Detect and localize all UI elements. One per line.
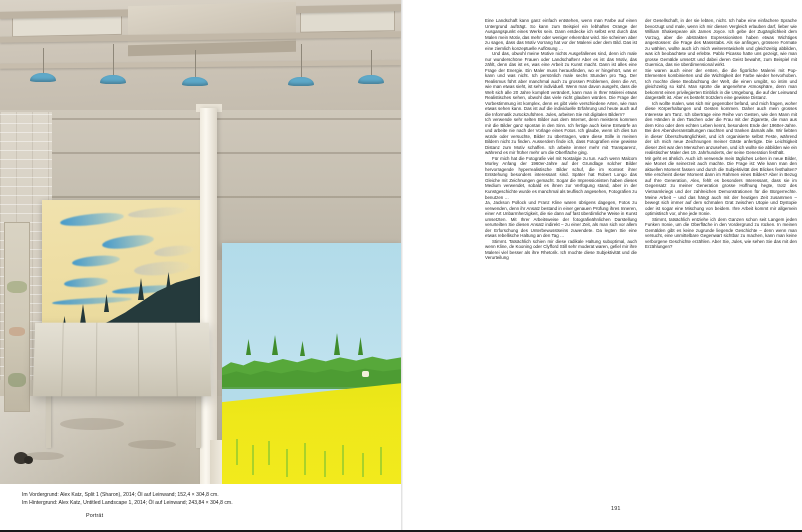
grass-stroke [286, 449, 288, 477]
paragraph: Mir geht es ähnlich. Auch ich verwende mein tägliches Leben in neue Bilder, wie Monet die seinerzeit auch machte. Die Frage ist: Wie kann man den aktuellen Moment fassen und durch die Subjektivität des Blickes festhalten? Wie erscheint dieser Moment dann im Rahmen eines Bildes? Aber in Bezug auf Ihre Generation, Alex, fehlt es besonders Interessant, dass sie im Gegensatz zu meiner Generation grosse Hoffnung hegte, trotz des Vietnamkriegs und der zahlreichen Demonstrationen für die Bürgerrechte. Meine Arbeit – und das hängt auch mit der heutigen Zeit zusammen – bewegt sich immer auf dem schmalen Grat zwischen Utopie und Dystopie oder ist sogar eine Mischung von beidem. Ihre Arbeit kommt mir allgemein optimistisch vor, ohne jede Ironie. [645, 155, 797, 217]
dark-floor-object [24, 456, 33, 464]
right-page-folio: 191 [611, 506, 621, 512]
paragraph: Ja, Jackson Pollock und Franz Kline waren übrigens dagegen, Fotos zu verwenden, denn ihr Ansatz bestand in einer genauen Prüfung ihres Inneren, einer Art Unbarmherzigkeit, die sie dann auf fast überdimliche Weise in Kunst umsetzten. Mit Ihrer Arbeitsweise der fotografieähnlichen Darstellung verurteilten Sie diesen Ansatz indirekt – zu einer Zeit, als man sich vor allem der Erforschung des Unterbewusstseins zuwendete. Da legten Sie eine etwas rebellische Haltung an den Tag … [485, 200, 637, 239]
grass-stroke [380, 447, 382, 475]
paragraph: Ich wollte malen, was sich mir gegenüber befand, und mich fragen, woher diese Körperhaltungen und Gesten kommen. Daher auch mein grosses Interesse am Tanz. Ich übertrage eine Reihe von Gesten, wie den Mann mit den Händen in den Taschen oder die Frau mit der Zigarette, die man aus dem Kino oder dem echten Leben kennt, besonders Ende der 1960er-Jahre. Bei den Abendveranstaltungen rauchten und tranken damals alle. Wir liebten in dieser Überschwänglichkeit, und ich organisierte selbst Feste, während der ich mich neue Zeichnungen meiner Gäste anfertigte. Die Leichtigkeit dieser Zeit war den Menschen anzusehen, und ich wollte sie abbilden wie ein realistischer Maler des 19. Jahrhunderts, der seine Generation festhält. [645, 100, 797, 156]
paragraph: Für mich hat die Fotografie viel mit Nostalgie zu tun. Auch wenn Malcom Morley Anfang der 1960er-Jahre auf der Grundlage solcher Bilder hervorragende hyperrealistische Bilder schuf, die im Kontext ihrer Entstehung besonders interessant sind. Später hat Robert Longo das Gleiche mit Zeichnungen gemacht. Sogar die Impressionisten haben dieses Medium verwendet, sobald es ihnen zur Verfügung stand, aber in der Kunstgeschichte wurde es manchmal als teuflisch angesehen, Fotografien zu benutzen … [485, 155, 637, 200]
left-page-folio: Porträt [86, 513, 104, 519]
cloud-shape [101, 233, 154, 251]
studio-pillar [200, 108, 217, 484]
cloud-shape [64, 276, 109, 288]
text-columns [485, 18, 797, 483]
cloud-shape [154, 244, 195, 258]
pendant-lamp [182, 50, 208, 86]
tree-silhouette [80, 304, 86, 324]
caption-line-foreground: Im Vordergrund: Alex Katz, Split 1 (Sharon), 2014; Öl auf Leinwand; 152,4 × 304,8 cm. [22, 492, 219, 498]
lamp-shade [100, 75, 126, 84]
pendant-lamp [288, 44, 314, 86]
drape-fold [138, 323, 139, 397]
grass-stroke [342, 445, 344, 475]
lamp-shade [182, 77, 208, 86]
drape-fold [175, 323, 177, 397]
drape-fold [61, 323, 64, 397]
pendant-lamp [30, 48, 56, 82]
paint-smear [7, 281, 27, 293]
cloud-shape [134, 260, 191, 278]
grass-stroke [304, 443, 306, 475]
paragraph: Stimmt. Tatsächlich schien mir diese radikale Haltung suboptimal, auch wenn Kline, de Kooning oder Clyfford Still sehr moderat waren, gefiel mir ihre Malerei viel besser als ihre Rhetorik. Ich mochte diese Subjektivität und die Verurteilung [485, 238, 637, 261]
lamp-shade [30, 73, 56, 82]
paragraph: Und das, obwohl meine Motive nichts Ausgefallenes sind, denn ich male nur wunderschöne Frauen oder Landschaften! Aber es ist das Motiv, das zählt, denn das ist es, was eine Arbeit zu Kunst macht. Dann ist alles eine Frage der Energie. Ein Maler muss herausfinden, wo er hingehört, was er kann und was nicht. Ich persönlich male sechs Stunden pro Tag. Der Realismus führt aber manchmal auch zu grossen Problemen, denn die Art, wie man etwas sieht, ist sehr individuell. Wenn man davon ausgeht, dass die Welt sich alle 20 Jahre komplett verändert, kann man in Ihrer Malerei etwas Realistisches sehen, obwohl das viele nicht glauben würden. Die Frage der Vorbestimmung ist komplex, denn es gibt viele verschiedene Arten, wie man etwas sehen kann. Das ist auf die individuelle Erfahrung und heute auch auf die Informatik zurückzuführen. Jules, arbeiten Sie mit digitalen Bildern? [485, 51, 637, 117]
grass-stroke [268, 441, 270, 465]
floor-gap-slice [210, 440, 222, 484]
grass-stroke [236, 439, 238, 465]
white-highlight [362, 371, 369, 377]
paragraph: Stimmt, tatsächlich entziehe ich dem Ganzen schon seit Langem jeden Funken Ironie, um die Oberfläche in den Vordergrund zu rücken. In meinen Gemälden gibt es keine zugrunde liegende Geschichte – denn wenn man versucht, eine unmittelbare Gegenwart sichtbar zu machen, kann man keine verborgene Geschichte erzählen. Aber Sie, Jules, wie sehen Sie das mit den Erzählungen? [645, 216, 797, 250]
pendant-lamp [358, 50, 384, 84]
cloud-shape [52, 296, 132, 306]
draped-table [33, 323, 211, 397]
grass-stroke [362, 453, 364, 477]
caption-line-background: Im Hintergrund: Alex Katz, Untitled Landscape 1, 2014; Öl auf Leinwand; 243,84 × 304,8 cm. [22, 499, 233, 506]
grass-stroke [252, 445, 254, 475]
paragraph: Eine Landschaft kann ganz einfach entstehen, wenn man Farbe auf einen Untergrund aufträgt. So kann zum Beispiel ein lebhaftes Orange der Ausgangspunkt eines Werks sein. Dann entdecke ich selbst erst durch das Malen mein Motiv, das mehr oder weniger erkennbar wird. Sie scheinen aber zu sagen, dass das Motiv Vorrang hat vor der Malerei oder dem Bild. Das ist eine ziemlich konzeptuelle Auflösung … [485, 18, 637, 51]
paint-smear [8, 373, 26, 387]
studio-photograph [0, 0, 401, 484]
text-column-2 [645, 18, 797, 483]
tree-silhouette [166, 272, 171, 290]
paragraph: Ich verwende sehr selten Bilder aus dem Internet, denn meistens kommen mir die Bilder ganz spontan in den Sinn. Ich fertige auch keine Entwürfe an und arbeite nie nach der Vorlage eines Fotos. Ich glaube, wenn ich dies tun würde oder versuchte, Bilder zu übertragen, wäre diese Stille in meinen Bildern nicht zu finden. Ausserdem finde ich, dass Fotografien eine gewisse Distanz zum Motiv schaffen. Ich arbeite immer mehr mit Transparenz, während es mir früher mehr um die Oberfläche ging. [485, 117, 637, 156]
cloud-shape [60, 211, 125, 229]
cloud-shape [128, 205, 187, 219]
table-leg [196, 392, 201, 448]
cloud-shape [72, 254, 121, 268]
text-column-1 [485, 18, 637, 483]
lamp-shade [358, 75, 384, 84]
grass-stroke [324, 451, 326, 477]
paint-smear [9, 327, 25, 336]
floor-stain [128, 440, 176, 449]
leaning-paint-board [4, 222, 30, 412]
table-leg [46, 392, 51, 448]
right-page [403, 0, 802, 532]
paragraph: der Gesellschaft, in der sie lebten, nicht. Ich habe eine einfachere Sprache bevorzugt und male, wenn ich mir diesen Vergleich erlauben darf, lieber wie William Shakespeare als James Joyce. Ich gebe der Zugänglichkeit dem Vorzug, aber die abstrakten Expressionisten haben etwas Wichtiges angestossen: die Frage des Massstabs. Als sie anfingen, grössere Formate zu wählen, wollte auch ich mich weiterentwickeln und gleichzeitig abbilden, was ich beobachtete und erlebte. Pablo Picasso hatte uns gezeigt, wie man grosse Gemälde umsetzt und dabei deren Geist bewahrt, zum Beispiel mit Guernica, das nie überdimensional wirkt. [645, 18, 797, 68]
pendant-lamp [100, 44, 126, 84]
drape-fold [96, 323, 98, 397]
yellow-field-shape [222, 379, 401, 484]
lamp-shade [288, 77, 314, 86]
ceiling-structure-box [128, 2, 296, 48]
painting-split-1-sharon [222, 243, 401, 484]
paragraph: Sie waren auch einer der ersten, die die figürliche Malerei mit Pop-Elementen kombinierten und die Wichtigkeit der Farbe wieder hervorhoben. Ich mochte diese Beobachtung der Welt, die einen umgibt, so intim und gleichzeitig so kühl. Man spürte die angenehme Atmosphäre, denn man bekommt einen privilegierten Einblick in die Umgebung, die auf der Leinwand dargestellt ist. Aber es besteht trotzdem eine gewisse Distanz. [645, 67, 797, 101]
photo-caption [22, 492, 362, 507]
floor-stain [60, 418, 124, 430]
